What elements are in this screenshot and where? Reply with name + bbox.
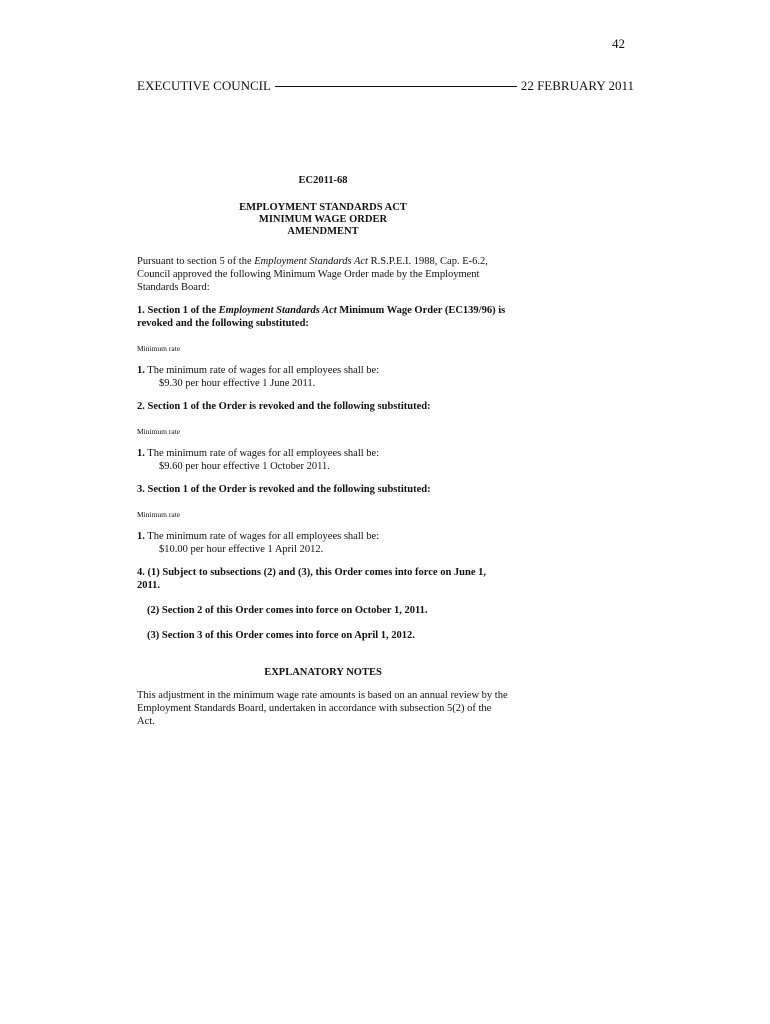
header-left: EXECUTIVE COUNCIL (137, 78, 271, 93)
order-title (137, 202, 509, 238)
clause-number: 1. (137, 531, 145, 542)
wage-rate: $9.30 per hour effective 1 June 2011. (159, 378, 316, 389)
section-2-clause (137, 447, 509, 473)
title-line: MINIMUM WAGE ORDER (258, 214, 388, 225)
intro-text-rest: R.S.P.E.I. 1988, Cap. E-6.2, Council approved the following Minimum Wage Order made by the Employment Standards Board: (137, 256, 488, 293)
page-number: 42 (612, 36, 625, 51)
section-1-heading-rest: Minimum Wage Order (EC139/96) is revoked and the following substituted: (137, 305, 506, 329)
header-rule (275, 86, 517, 87)
commencement-subsection-2: (2) Section 2 of this Order comes into force on October 1, 2011. (147, 605, 428, 616)
order-code: EC2011-68 (298, 175, 348, 186)
wage-rate: $10.00 per hour effective 1 April 2012. (159, 544, 324, 555)
clause-text: The minimum rate of wages for all employees shall be: (144, 448, 380, 459)
header-date: 22 FEBRUARY 2011 (520, 78, 634, 93)
explanatory-notes-text: This adjustment in the minimum wage rate amounts is based on an annual review by the Employment Standards Board, undertaken in accordance with subsection 5(2) of the Act. (137, 690, 508, 727)
section-1-heading (137, 304, 509, 330)
margin-note: Minimum rate (137, 510, 181, 519)
section-1-clause (137, 364, 509, 390)
clause-text: The minimum rate of wages for all employees shall be: (144, 531, 380, 542)
explanatory-notes-title: EXPLANATORY NOTES (264, 667, 382, 678)
wage-rate: $9.60 per hour effective 1 October 2011. (159, 461, 330, 472)
margin-note: Minimum rate (137, 427, 181, 436)
section-3-clause (137, 530, 509, 556)
clause-text: The minimum rate of wages for all employees shall be: (144, 365, 380, 376)
clause-number: 1. (137, 365, 145, 376)
intro-text: Pursuant to section 5 of the (137, 256, 255, 267)
section-2-heading: 2. Section 1 of the Order is revoked and the following substituted: (137, 401, 431, 412)
section-3-heading: 3. Section 1 of the Order is revoked and the following substituted: (137, 484, 431, 495)
clause-number: 1. (137, 448, 145, 459)
act-name: Employment Standards Act (218, 305, 337, 316)
act-name: Employment Standards Act (254, 256, 368, 267)
commencement-subsection-3: (3) Section 3 of this Order comes into force on April 1, 2012. (147, 630, 415, 641)
margin-note: Minimum rate (137, 344, 181, 353)
title-line: EMPLOYMENT STANDARDS ACT (239, 202, 407, 213)
order-body (137, 174, 509, 738)
title-line: AMENDMENT (287, 226, 359, 237)
commencement-clause: 4. (1) Subject to subsections (2) and (3), this Order comes into force on June 1, 2011. (137, 567, 487, 591)
running-header (137, 78, 634, 94)
intro-paragraph (137, 255, 509, 294)
section-1-heading-text: 1. Section 1 of the (137, 305, 219, 316)
